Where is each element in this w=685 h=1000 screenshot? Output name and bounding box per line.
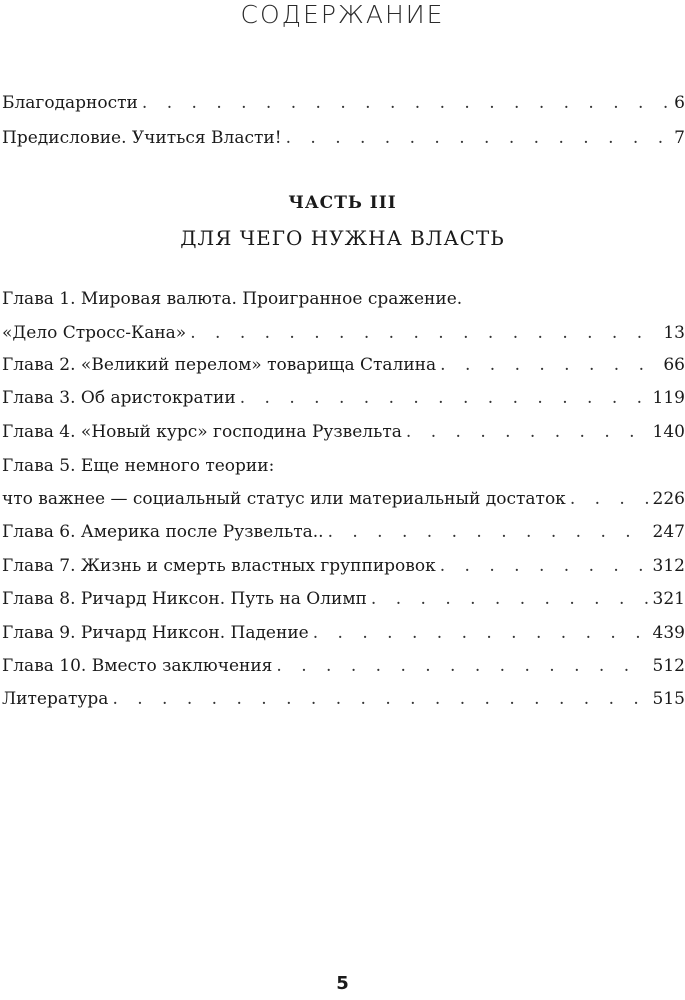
toc-entry-title: Благодарности [2,93,138,113]
toc-entry-page: 515 [652,689,685,709]
part-label: ЧАСТЬ III [288,193,397,213]
dot-leader [142,92,670,114]
toc-entry-title: Литература [2,689,109,709]
toc-entry-title: что важнее — социальный статус или материальный достаток [2,489,566,509]
toc-entry-acknowledgements[interactable] [2,92,685,114]
toc-entry-page: 321 [652,589,685,609]
toc-entry-chapter-9[interactable] [2,622,685,644]
toc-entry-title: Глава 7. Жизнь и смерть властных группировок [2,556,436,576]
toc-entry-page: 66 [663,355,685,375]
dot-leader [240,387,649,409]
toc-entry-title: Глава 8. Ричард Никсон. Путь на Олимп [2,589,367,609]
toc-entry-title: «Дело Стросс-Кана» [2,323,187,343]
dot-leader [328,521,649,543]
page-number: 5 [336,973,349,994]
dot-leader [570,488,649,510]
toc-entry-title: Глава 6. Америка после Рузвельта.. [2,522,324,542]
toc-entry-title: Глава 3. Об аристократии [2,388,236,408]
toc-entry-chapter-8[interactable] [2,588,685,610]
toc-entry-chapter-1[interactable] [2,322,685,344]
toc-entry-page: 439 [652,623,685,643]
dot-leader [276,655,648,677]
toc-entry-chapter-1-line1[interactable]: Глава 1. Мировая валюта. Проигранное сражение. [2,289,463,309]
toc-entry-bibliography[interactable] [2,688,685,710]
dot-leader [440,354,659,376]
dot-leader [313,622,649,644]
dot-leader [286,127,671,149]
dot-leader [190,322,659,344]
dot-leader [371,588,649,610]
toc-entry-title: Глава 9. Ричард Никсон. Падение [2,623,309,643]
toc-entry-page: 13 [663,323,685,343]
toc-entry-page: 140 [652,422,685,442]
toc-entry-page: 7 [674,128,685,148]
toc-entry-title: Глава 10. Вместо заключения [2,656,273,676]
dot-leader [112,688,648,710]
part-title: ДЛЯ ЧЕГО НУЖНА ВЛАСТЬ [180,226,505,250]
toc-entry-chapter-6[interactable] [2,521,685,543]
toc-entry-chapter-2[interactable] [2,354,685,376]
toc-entry-title: Глава 4. «Новый курс» господина Рузвельта [2,422,402,442]
toc-entry-title: Предисловие. Учиться Власти! [2,128,282,148]
toc-entry-page: 512 [652,656,685,676]
toc-entry-page: 226 [652,489,685,509]
toc-entry-chapter-5-line1[interactable]: Глава 5. Еще немного теории: [2,456,275,476]
toc-entry-chapter-3[interactable] [2,387,685,409]
toc-entry-title: Глава 2. «Великий перелом» товарища Сталина [2,355,437,375]
dot-leader [440,555,649,577]
dot-leader [406,421,649,443]
toc-entry-chapter-10[interactable] [2,655,685,677]
page-title: СОДЕРЖАНИЕ [240,0,445,29]
toc-entry-preface[interactable] [2,127,685,149]
toc-entry-chapter-5[interactable] [2,488,685,510]
toc-entry-page: 247 [652,522,685,542]
toc-entry-page: 119 [652,388,685,408]
toc-entry-page: 312 [652,556,685,576]
toc-entry-chapter-4[interactable] [2,421,685,443]
toc-entry-chapter-7[interactable] [2,555,685,577]
toc-entry-page: 6 [674,93,685,113]
